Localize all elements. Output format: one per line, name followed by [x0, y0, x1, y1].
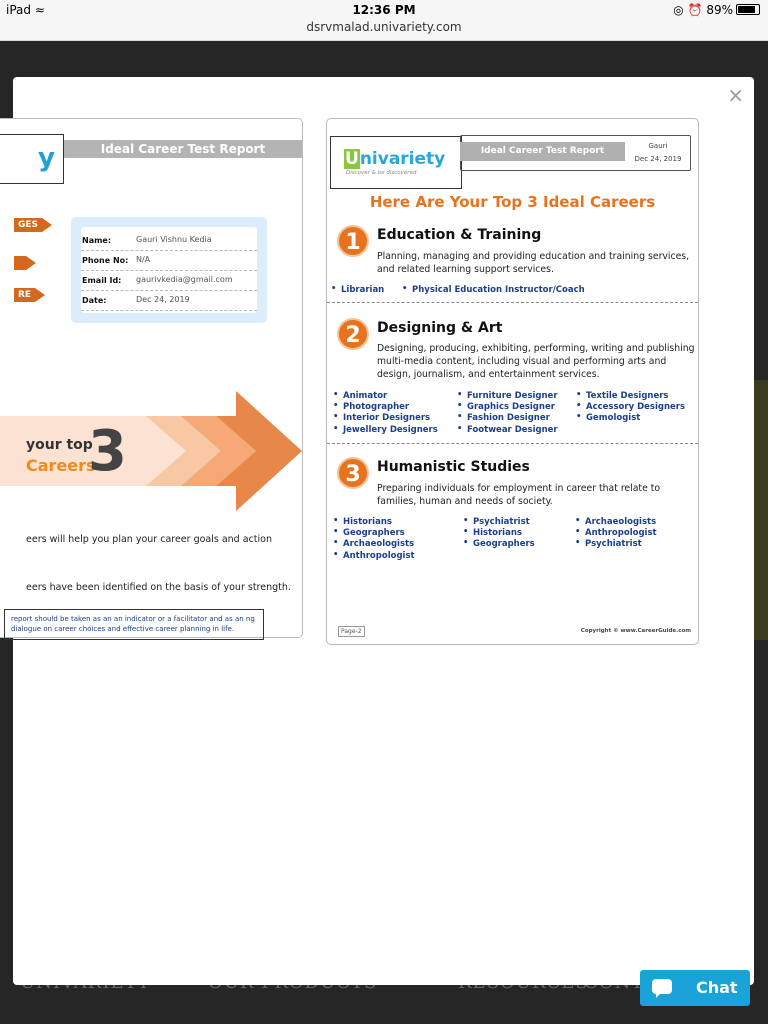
career-item: • Archaeologists [585, 517, 656, 527]
career-item: • Geographers [473, 539, 535, 549]
career-item: • Accessory Designers [586, 402, 685, 412]
career-item: • Archaeologists [343, 539, 414, 549]
report-banner: Ideal Career Test Report [460, 142, 625, 161]
career-item: • Jewellery Designers [343, 425, 438, 435]
lock-rotation-icon: ◎ [673, 3, 684, 17]
logo-u: U [345, 149, 359, 169]
info-label: Date: [82, 296, 107, 305]
battery-status [673, 3, 760, 17]
career-item: • Historians [473, 528, 522, 538]
rank-badge-3: 3 [337, 457, 369, 489]
career-item: • Textile Designers [586, 391, 668, 401]
report-modal [13, 77, 754, 985]
career-item: • Historians [343, 517, 392, 527]
copyright-notice: Copyright © www.CareerGuide.com [580, 628, 691, 634]
battery-icon [736, 4, 760, 15]
career-item: • Anthropologist [343, 551, 415, 561]
section-divider [327, 302, 698, 303]
big-number-three: 3 [88, 419, 127, 484]
address-bar-url[interactable]: dsrvmalad.univariety.com [306, 20, 462, 34]
arrow-tag [14, 256, 26, 270]
student-info-box [71, 217, 267, 323]
info-row-phone [81, 251, 257, 271]
info-label: Name: [82, 236, 112, 245]
chat-bubble-icon [652, 979, 672, 994]
chat-label: Chat [696, 978, 738, 997]
student-name: Gauri Vishnu Kedia [136, 235, 212, 244]
student-info-card [81, 227, 257, 313]
career-item: • Gemologist [586, 413, 640, 423]
career-cluster-title: Designing & Art [377, 320, 503, 336]
intro-text: eers have been identified on the basis of your strength. [26, 582, 291, 593]
info-row-date [81, 291, 257, 311]
info-label: Email Id: [82, 276, 122, 285]
career-cluster-title: Education & Training [377, 227, 542, 243]
logo-rest: nivariety [359, 149, 446, 169]
arrow-tag: RE [14, 288, 35, 302]
intro-text: eers will help you plan your career goals and action [26, 534, 272, 545]
battery-percent: 89% [706, 3, 733, 17]
career-item: • Graphics Designer [467, 402, 555, 412]
report-page-2 [326, 118, 699, 645]
device-name: iPad [6, 3, 32, 17]
close-icon[interactable]: × [727, 83, 744, 107]
career-item: • Psychiatrist [585, 539, 642, 549]
clock: 12:36 PM [352, 3, 416, 17]
report-viewer[interactable] [11, 77, 754, 985]
student-email: gaurivkedia@gmail.com [136, 275, 233, 284]
career-item: • Interior Designers [343, 413, 430, 423]
info-label: Phone No: [82, 256, 129, 265]
univariety-logo: y [0, 134, 64, 184]
page-title: Here Are Your Top 3 Ideal Careers [369, 193, 656, 211]
info-row-email [81, 271, 257, 291]
header-report-date: Dec 24, 2019 [634, 155, 682, 163]
career-item: • Anthropologist [585, 528, 657, 538]
rank-badge-1: 1 [337, 225, 369, 257]
career-cluster-description: Designing, producing, exhibiting, performing, writing and publishing multi-media content, including visual and performing arts and design, journalism, and entertainment services. [377, 343, 695, 380]
status-bar [0, 0, 768, 41]
report-page-1 [0, 118, 303, 638]
rank-badge-2: 2 [337, 318, 369, 350]
career-cluster-title: Humanistic Studies [377, 459, 530, 475]
page-number: Page-2 [338, 626, 365, 637]
career-item: • Animator [343, 391, 387, 401]
career-item: • Psychiatrist [473, 517, 530, 527]
info-row-name [81, 231, 257, 251]
career-item: • Librarian [341, 285, 384, 295]
section-divider [327, 443, 698, 444]
career-item: • Furniture Designer [467, 391, 558, 401]
your-top-label: your top [26, 437, 93, 453]
arrow-tag: GES [14, 218, 42, 232]
career-item: • Footwear Designer [467, 425, 558, 435]
univariety-logo [330, 136, 462, 189]
career-cluster-description: Planning, managing and providing education and training services, and related learning support services. [377, 251, 690, 275]
career-item: • Photographer [343, 402, 409, 412]
chat-button[interactable] [640, 970, 750, 1006]
report-date: Dec 24, 2019 [136, 295, 190, 304]
alarm-icon: ⏰ [687, 3, 703, 17]
disclaimer-note: report should be taken as an an indicator or a facilitator and as an ng dialogue on career choices and effective career planning in life. [4, 609, 264, 640]
logo-tagline: Discover & be discovered [346, 170, 417, 176]
wifi-icon: ≈ [34, 3, 45, 17]
student-phone: N/A [136, 255, 151, 264]
career-item: • Geographers [343, 528, 405, 538]
career-item: • Physical Education Instructor/Coach [412, 285, 585, 295]
report-banner: Ideal Career Test Report [64, 140, 302, 158]
background-panel [754, 380, 768, 640]
logo-wordmark [344, 149, 445, 169]
career-cluster-description: Preparing individuals for employment in career that relate to families, human and needs of society. [377, 483, 661, 507]
header-student-name: Gauri [648, 142, 668, 150]
career-item: • Fashion Designer [467, 413, 550, 423]
careers-label: Careers [26, 456, 96, 475]
